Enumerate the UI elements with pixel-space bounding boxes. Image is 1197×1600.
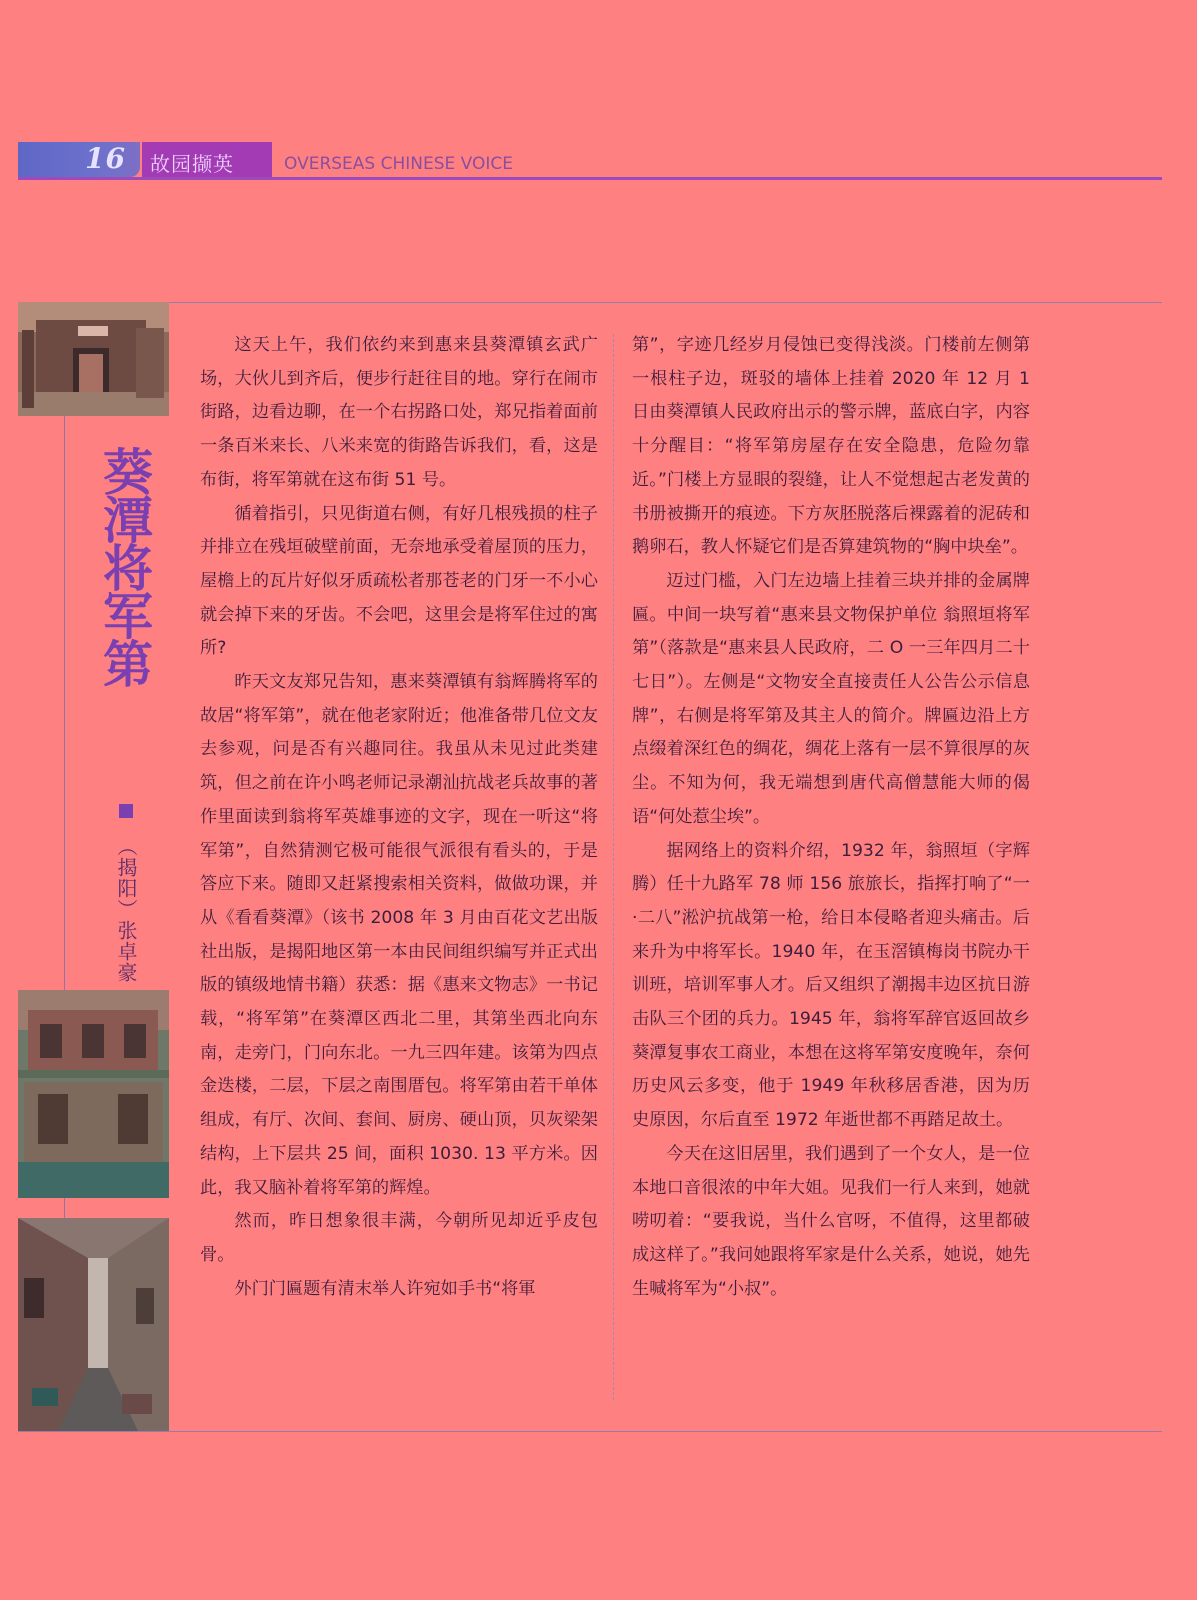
column-divider: [613, 334, 614, 1400]
text-column-right: [632, 329, 1030, 1306]
paragraph: 第”，字迹几经岁月侵蚀已变得浅淡。门楼前左侧第一根柱子边，斑驳的墙体上挂着 2020 年 12 月 1 日由葵潭镇人民政府出示的警示牌，蓝底白字，内容十分醒目：“将军第房屋存在安全隐患，危险勿靠近。”门楼上方显眼的裂缝，让人不觉想起古老发黄的书册被撕开的痕迹。下方灰胚脱落后裸露着的泥砖和鹅卵石，教人怀疑它们是否算建筑物的“胸中块垒”。: [632, 335, 1030, 558]
page-number-block: [18, 142, 140, 177]
page-header: [18, 142, 1162, 182]
paragraph: 这天上午，我们依约来到惠来县葵潭镇玄武广场，大伙儿到齐后，便步行赶往目的地。穿行在闹市街路，边看边聊，在一个右拐路口处，郑兄指着面前一条百米来长、八米来宽的街路告诉我们，看，这是布街，将军第就在这布街 51 号。: [200, 335, 598, 490]
article-bottom-rule: [18, 1431, 1162, 1432]
article-author: （揭阳）张卓豪: [114, 836, 138, 983]
paragraph: 今天在这旧居里，我们遇到了一个女人，是一位本地口音很浓的中年大姐。见我们一行人来到，她就唠叨着：“要我说，当什么官呀，不值得，这里都破成这样了。”我问她跟将军家是什么关系，她说，她先生喊将军为“小叔”。: [632, 1143, 1030, 1299]
paragraph: 然而，昨日想象很丰满，今朝所见却近乎皮包骨。: [200, 1211, 598, 1265]
section-tag: [142, 142, 272, 177]
sidebar-line-lower: [64, 1198, 65, 1218]
article-title: 葵潭将军第: [95, 446, 154, 686]
magazine-name: OVERSEAS CHINESE VOICE: [284, 154, 514, 174]
paragraph: 迈过门槛，入门左边墙上挂着三块并排的金属牌匾。中间一块写着“惠来县文物保护单位 翁照垣将军第”（落款是“惠来县人民政府，二 O 一三年四月二十七日”）。左侧是“文物安全直接责任人公告公示信息牌”，右侧是将军第及其主人的简介。牌匾边沿上方点缀着深红色的绸花，绸花上落有一层不算很厚的灰尘。不知为何，我无端想到唐代高僧慧能大师的偈语“何处惹尘埃”。: [632, 570, 1030, 827]
courtyard-photo: [18, 990, 169, 1198]
section-label: 故园撷英: [150, 152, 234, 176]
text-column-left: [200, 329, 598, 1306]
paragraph: 外门门匾题有清末举人许宛如手书“将軍: [234, 1278, 536, 1299]
author-marker: [119, 804, 133, 818]
paragraph: 循着指引，只见街道右侧，有好几根残损的柱子并排立在残垣破壁前面，无奈地承受着屋顶的压力，屋檐上的瓦片好似牙质疏松者那苍老的门牙一不小心就会掉下来的牙齿。不会吧，这里会是将军住过的寓所?: [200, 503, 598, 659]
old-gate-photo: [18, 302, 169, 416]
article-top-rule: [18, 302, 1162, 303]
header-rule: [18, 177, 1162, 180]
street-photo: [18, 1218, 169, 1431]
page-number: 16: [85, 142, 126, 175]
sidebar-line: [64, 416, 65, 990]
paragraph: 据网络上的资料介绍，1932 年，翁照垣（字辉腾）任十九路军 78 师 156 旅旅长，指挥打响了“一·二八”淞沪抗战第一枪，给日本侵略者迎头痛击。后来升为中将军长。1940 年，在玉滘镇梅岗书院办干训班，培训军事人才。后又组织了潮揭丰边区抗日游击队三个团的兵力。1945 年，翁将军辞官返回故乡葵潭复事农工商业，本想在这将军第安度晚年，奈何历史风云多变，他于 1949 年秋移居香港，因为历史原因，尔后直至 1972 年逝世都不再踏足故土。: [632, 840, 1030, 1131]
paragraph: 昨天文友郑兄告知，惠来葵潭镇有翁辉腾将军的故居“将军第”，就在他老家附近；他准备带几位文友去参观，问是否有兴趣同往。我虽从未见过此类建筑，但之前在许小鸣老师记录潮汕抗战老兵故事的著作里面读到翁将军英雄事迹的文字，现在一听这“将军第”，自然猜测它极可能很气派很有看头的，于是答应下来。随即又赶紧搜索相关资料，做做功课，并从《看看葵潭》（该书 2008 年 3 月由百花文艺出版社出版，是揭阳地区第一本由民间组织编写并正式出版的镇级地情书籍）获悉：据《惠来文物志》一书记载，“将军第”在葵潭区西北二里，其第坐西北向东南，走旁门，门向东北。一九三四年建。该第为四点金迭楼，二层，下层之南围厝包。将军第由若干单体组成，有厅、次间、套间、厨房、硬山顶，贝灰梁架结构，上下层共 25 间，面积 1030. 13 平方米。因此，我又脑补着将军第的辉煌。: [200, 672, 598, 1198]
